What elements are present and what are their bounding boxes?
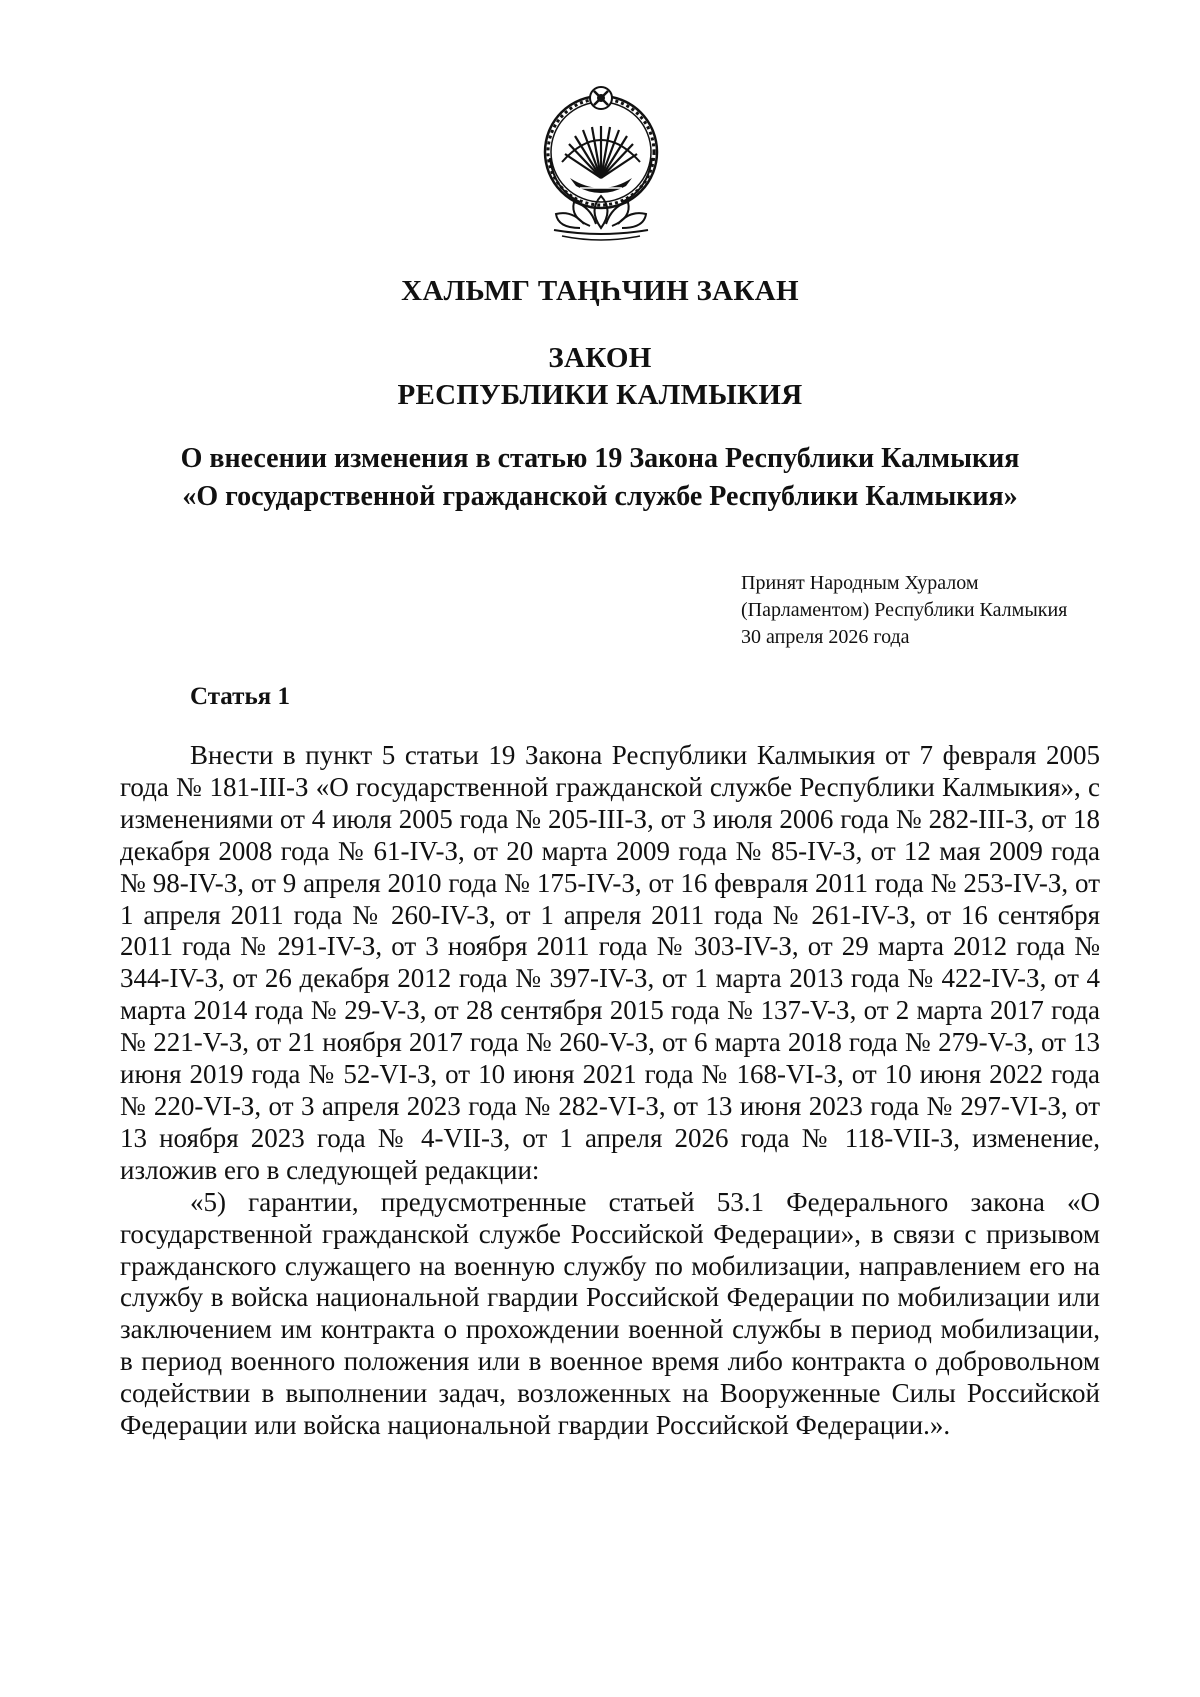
law-title-line2: РЕСПУБЛИКИ КАЛМЫКИЯ: [397, 379, 803, 411]
article-body: [120, 740, 1100, 1442]
kalmyk-law-title: ХАЛЬМГ ТАҢҺЧИН ЗАКАН: [401, 275, 799, 307]
coat-of-arms-icon: [540, 78, 662, 248]
article-paragraph-new-wording: «5) гарантии, предусмотренные статьей 53.1 Федерального закона «О государственной гражданской службе Российской Федерации», в связи с призывом гражданского служащего на военную службу по мобилизации, направлением его на службу в войска национальной гвардии Российской Федерации по мобилизации или заключением им контракта о прохождении военной службы в период мобилизации, в период военного положения или в военное время либо контракта о добровольном содействии в выполнении задач, возложенных на Вооруженные Силы Российской Федерации или войска национальной гвардии Российской Федерации.».: [120, 1186, 1100, 1441]
adoption-line2: (Парламентом) Республики Калмыкия: [741, 599, 1068, 621]
law-title: [0, 340, 1200, 414]
law-title-line1: ЗАКОН: [548, 342, 652, 374]
adoption-line3: 30 апреля 2026 года: [741, 626, 910, 648]
article-heading: Статья 1: [190, 683, 290, 710]
law-subject: [0, 440, 1200, 516]
adoption-line1: Принят Народным Хуралом: [741, 572, 979, 594]
law-subject-line2: «О государственной гражданской службе Республики Калмыкия»: [182, 481, 1018, 512]
law-subject-line1: О внесении изменения в статью 19 Закона Республики Калмыкия: [180, 443, 1020, 474]
adoption-note: [741, 570, 1067, 651]
article-paragraph-amendment: Внести в пункт 5 статьи 19 Закона Республики Калмыкия от 7 февраля 2005 года № 181-III-З «О государственной гражданской службе Республики Калмыкия», с изменениями от 4 июля 2005 года № 205-III-З, от 3 июля 2006 года № 282-III-З, от 18 декабря 2008 года № 61-IV-З, от 20 марта 2009 года № 85-IV-З, от 12 мая 2009 года № 98-IV-З, от 9 апреля 2010 года № 175-IV-З, от 16 февраля 2011 года № 253-IV-З, от 1 апреля 2011 года № 260-IV-З, от 1 апреля 2011 года № 261-IV-З, от 16 сентября 2011 года № 291-IV-З, от 3 ноября 2011 года № 303-IV-З, от 29 марта 2012 года № 344-IV-З, от 26 декабря 2012 года № 397-IV-З, от 1 марта 2013 года № 422-IV-З, от 4 марта 2014 года № 29-V-З, от 28 сентября 2015 года № 137-V-З, от 2 марта 2017 года № 221-V-З, от 21 ноября 2017 года № 260-V-З, от 6 марта 2018 года № 279-V-З, от 13 июня 2019 года № 52-VI-З, от 10 июня 2021 года № 168-VI-З, от 10 июня 2022 года № 220-VI-З, от 3 апреля 2023 года № 282-VI-З, от 13 июня 2023 года № 297-VI-З, от 13 ноября 2023 года № 4-VII-З, от 1 апреля 2026 года № 118-VII-З, изменение, изложив его в следующей редакции:: [120, 740, 1100, 1185]
